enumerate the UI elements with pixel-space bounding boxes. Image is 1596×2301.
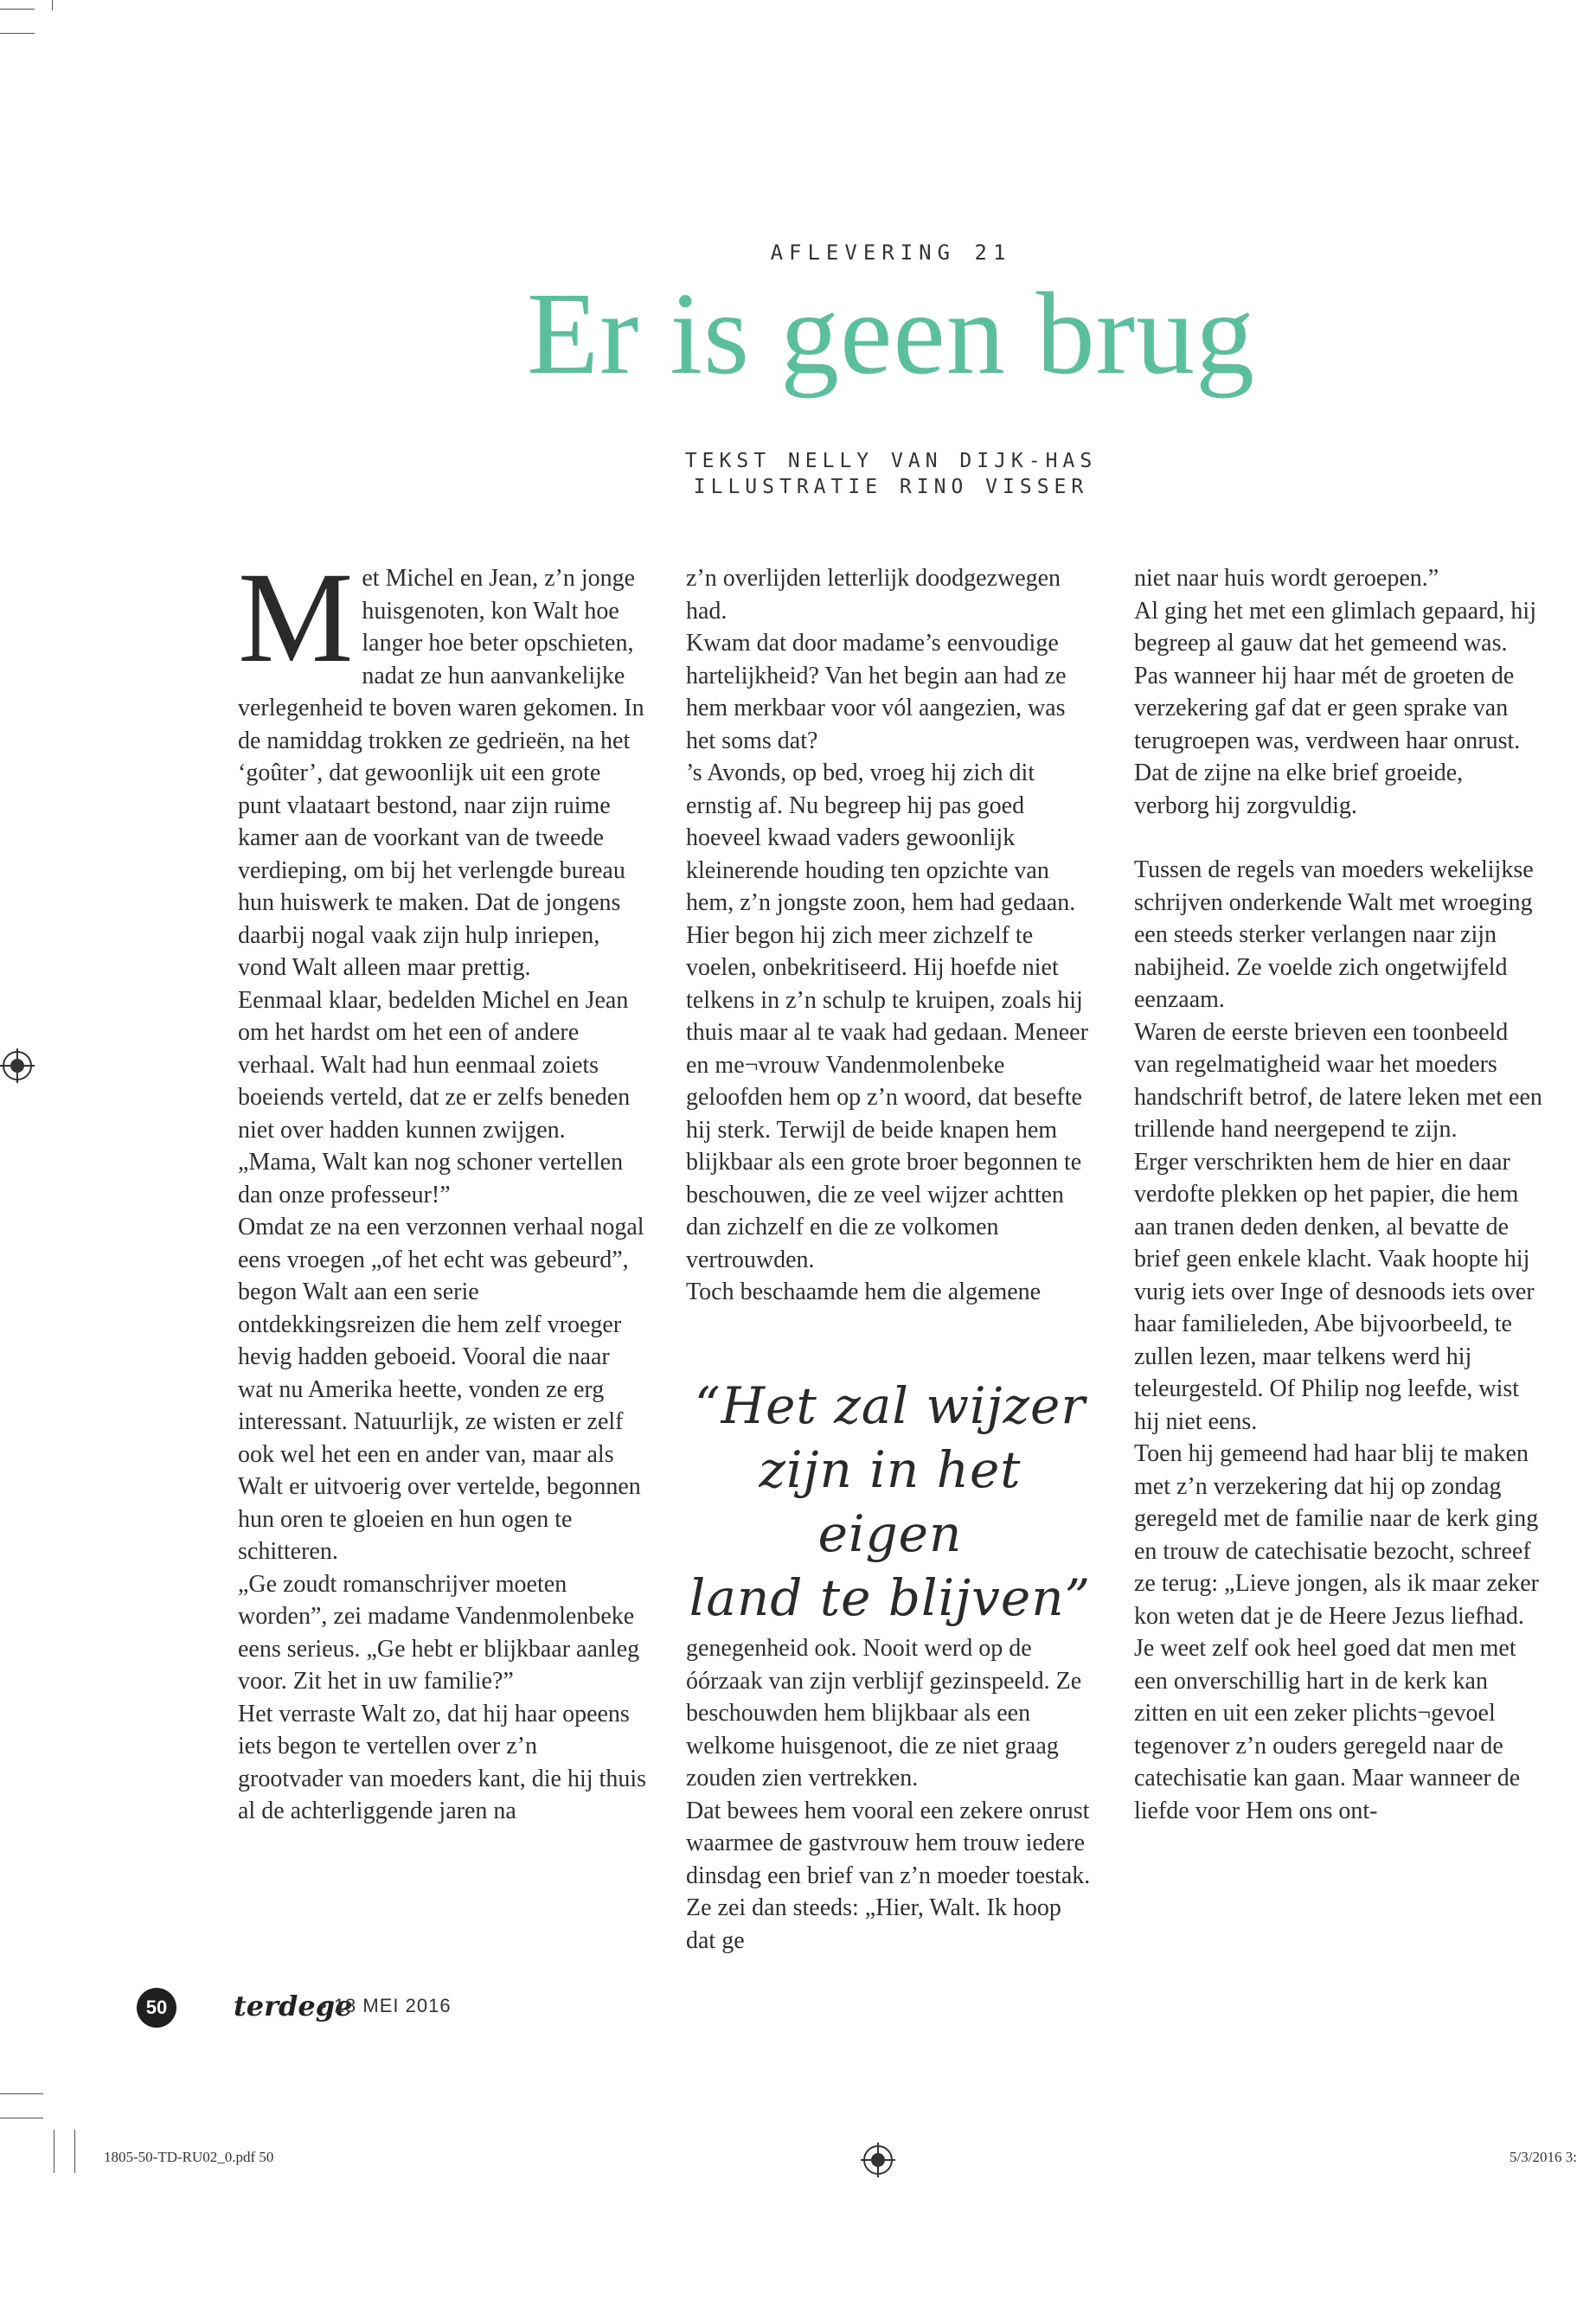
credit-text: TEKST NELLY VAN DIJK-HAS: [684, 450, 1098, 472]
paragraph: Erger verschrikten hem de hier en daar verdofte plekken op het papier, die hem aan tranen deden denken, al bevatte de brief geen enkele klacht. Vaak hoopte hij vurig iets over Inge of desnoods iets over haar familieleden, Abe bijvoorbeeld, te zullen lezen, maar telkens werd hij teleurgesteld. Of Philip nog leefde, wist hij niet eens.: [1134, 1148, 1535, 1435]
crop-mark: [74, 2130, 75, 2173]
paragraph: genegenheid ook. Nooit werd op de óórzaak van zijn verblijf gezinspeeld. Ze beschouwden hem blijkbaar als een welkome huisgenoot, die ze niet graag zouden zien vertrekken.: [686, 1635, 1082, 1791]
issue-date: • 18 MEI 2016: [320, 1995, 452, 2016]
article-title: Er is geen brug: [526, 269, 1256, 399]
crop-mark: [0, 9, 35, 10]
paragraph: Eenmaal klaar, bedelden Michel en Jean om het hardst om het een of andere verhaal. Walt had hun eenmaal zoiets boeiends verteld, dat ze er zelfs beneden niet over hadden kunnen zwijgen. „Mama, Walt kan nog schoner vertellen dan onze professeur!”: [238, 986, 631, 1208]
paragraph: Het verraste Walt zo, dat hij haar opeens iets begon te vertellen over z’n grootvader van moeders kant, die hij thuis al de achterliggende jaren na: [238, 1700, 646, 1824]
text-column-3: [1134, 562, 1542, 1827]
magazine-logo: terdege: [234, 1990, 353, 2022]
paragraph: z’n overlijden letterlijk doodgezwegen had.: [686, 565, 1061, 625]
paragraph: et Michel en Jean, z’n jonge huisgenoten, kon Walt hoe langer hoe beter opschieten, nadat ze hun aanvankelijke verlegenheid te boven waren gekomen. In de namiddag trokken ze gedrieën, na het ‘goûter’, dat gewoonlijk uit een grote punt vlaataart bestond, naar zijn ruime kamer aan de voorkant van de tweede verdieping, om bij het verlengde bureau hun huiswerk te maken. Dat de jongens daarbij nogal vaak zijn hulp inriepen, vond Walt alleen maar prettig.: [238, 565, 644, 981]
crop-mark: [0, 33, 35, 34]
paragraph: ’s Avonds, op bed, vroeg hij zich dit ernstig af. Nu begreep hij pas goed hoeveel kwaad vaders gewoonlijk kleinerende houding ten opzichte van hem, z’n jongste zoon, hem had gedaan. Hier begon hij zich meer zichzelf te voelen, onbekritiseerd. Hij hoefde niet telkens in z’n schulp te kruipen, zoals hij thuis maar al te vaak had gedaan. Meneer en me¬vrouw Vandenmolenbeke geloofden hem op z’n woord, dat besefte hij sterk. Terwijl de beide knapen hem blijkbaar als een grote broer begonnen te beschouwen, die ze veel wijzer achtten dan zichzelf en die ze volkomen vertrouwden.: [686, 760, 1088, 1273]
crop-mark: [52, 0, 53, 10]
pull-quote-line: “Het zal wijzer: [694, 1376, 1086, 1435]
crop-mark: [0, 2093, 43, 2094]
paragraph: Waren de eerste brieven een toonbeeld van regelmatigheid waar het moeders handschrift betrof, de latere leken met een trillende hand neergepend te zijn.: [1134, 1018, 1542, 1143]
paragraph: „Ge zoudt romanschrijver moeten worden”, zei madame Vandenmolenbeke eens serieus. „Ge hebt er blijkbaar aanleg voor. Zit het in uw familie?”: [238, 1570, 640, 1695]
page-number: 50: [137, 1988, 176, 2028]
pull-quote: [686, 1374, 1094, 1630]
paragraph: Kwam dat door madame’s eenvoudige hartelijkheid? Van het begin aan had ze hem merkbaar voor vól aangezien, was het soms dat?: [686, 630, 1067, 754]
slug-filename: 1805-50-TD-RU02_0.pdf 50: [104, 2149, 274, 2165]
slug-date: 5/3/2016 3:: [1509, 2149, 1577, 2165]
registration-mark-icon: [0, 1048, 35, 1083]
paragraph: niet naar huis wordt geroepen.”: [1134, 565, 1439, 592]
paragraph: Al ging het met een glimlach gepaard, hij begreep al gauw dat het gemeend was. Pas wanneer hij haar mét de groeten de verzekering gaf dat er geen sprake van terugroepen was, verdween haar onrust. Dat de zijne na elke brief groeide, verborg hij zorgvuldig.: [1134, 597, 1536, 819]
drop-cap: M: [238, 546, 354, 689]
text-column-1: [238, 546, 646, 1828]
paragraph: Omdat ze na een verzonnen verhaal nogal eens vroegen „of het echt was gebeurd”, begon Walt aan een serie ontdekkingsreizen die hem zelf vroeger hevig hadden geboeid. Vooral die naar wat nu Amerika heette, vonden ze erg interessant. Natuurlijk, ze wisten er zelf ook wel het een en ander van, maar als Walt er uitvoerig over vertelde, begonnen hun oren te gloeien en hun ogen te schitteren.: [238, 1214, 644, 1565]
credit-illustration: ILLUSTRATIE RINO VISSER: [693, 476, 1089, 498]
article-credits: [0, 448, 1596, 500]
paragraph: Tussen de regels van moeders wekelijkse schrijven onderkende Walt met wroeging een steeds sterker verlangen naar zijn nabijheid. Ze voelde zich ongetwijfeld eenzaam.: [1134, 856, 1534, 1013]
registration-mark-icon: [861, 2143, 895, 2177]
paragraph: Dat bewees hem vooral een zekere onrust waarmee de gastvrouw hem trouw iedere dinsdag een brief van z’n moeder toestak. Ze zei dan steeds: „Hier, Walt. Ik hoop dat ge: [686, 1797, 1091, 1954]
text-column-2: [686, 562, 1094, 1309]
paragraph: Toch beschaamde hem die algemene: [686, 1279, 1042, 1305]
episode-kicker: AFLEVERING 21: [770, 240, 1012, 265]
pull-quote-line: zijn in het eigen: [759, 1440, 1022, 1563]
paragraph: Toen hij gemeend had haar blij te maken met z’n verzekering dat hij op zondag geregeld met de familie naar de kerk ging en trouw de catechisatie bezocht, schreef ze terug: „Lieve jongen, als ik maar zeker kon weten dat je de Heere Jezus liefhad. Je weet zelf ook heel goed dat men met een onverschillig hart in de kerk kan zitten en uit een zeker plichts¬gevoel tegenover z’n ouders geregeld naar de catechisatie kan gaan. Maar wanneer de liefde voor Hem ons ont-: [1134, 1440, 1539, 1824]
pull-quote-line: land te blijven”: [689, 1568, 1092, 1627]
text-column-2-continued: [686, 1632, 1094, 1957]
